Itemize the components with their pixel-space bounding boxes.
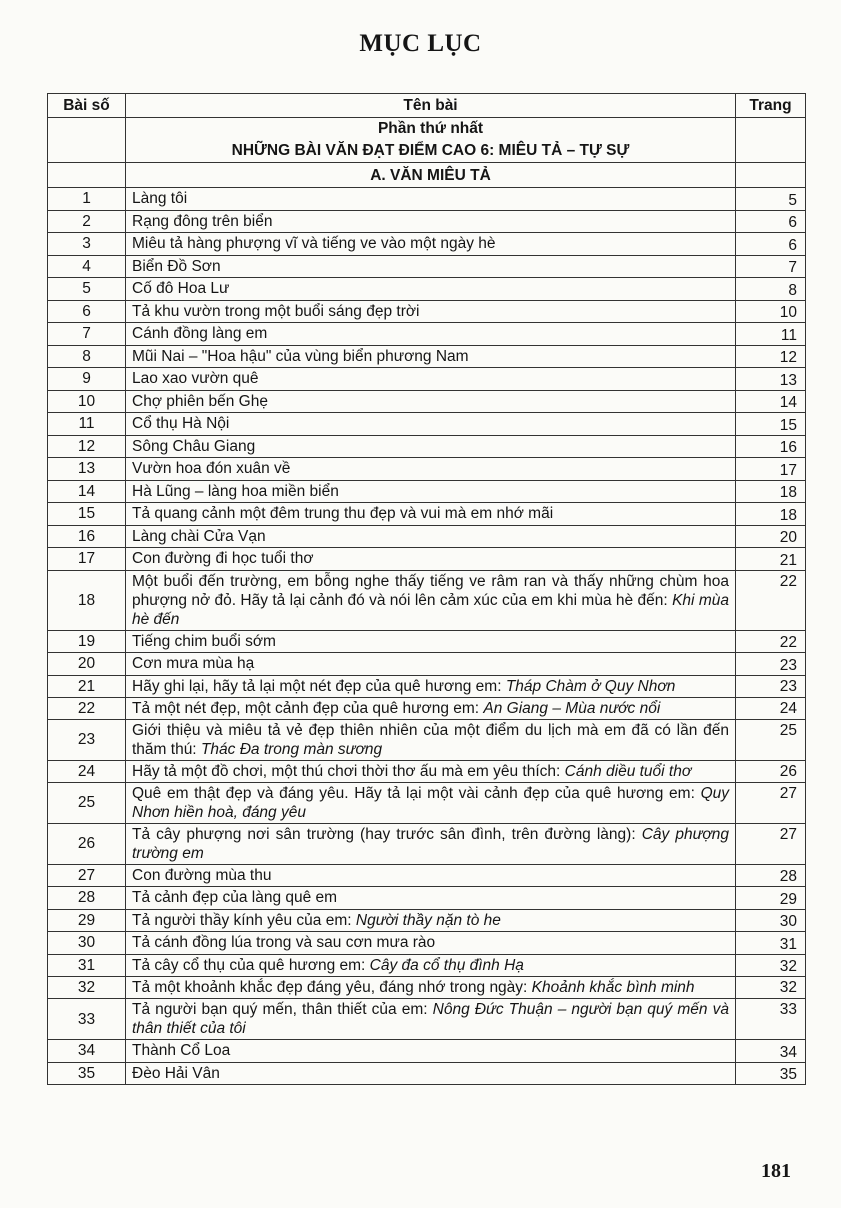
- row-title: [126, 1062, 736, 1085]
- section-row: [48, 163, 806, 188]
- row-title: [126, 368, 736, 391]
- row-title: [126, 345, 736, 368]
- table-row: [48, 864, 806, 887]
- row-title: [126, 323, 736, 346]
- row-number: 25: [48, 782, 126, 823]
- row-number: 12: [48, 435, 126, 458]
- table-row: [48, 823, 806, 864]
- row-title: [126, 458, 736, 481]
- row-number: 15: [48, 503, 126, 526]
- row-title-text: Làng tôi: [132, 190, 188, 208]
- table-row: [48, 503, 806, 526]
- row-number: 33: [48, 999, 126, 1040]
- table-row: [48, 760, 806, 782]
- row-title-text: Thành Cổ Loa: [132, 1042, 231, 1060]
- row-title: [126, 675, 736, 697]
- row-page: 16: [736, 435, 806, 458]
- row-page: 8: [736, 278, 806, 301]
- row-title-italic: An Giang – Mùa nước nổi: [483, 699, 661, 717]
- row-page: 28: [736, 864, 806, 887]
- table-row: [48, 390, 806, 413]
- table-row: [48, 954, 806, 977]
- row-number: 10: [48, 390, 126, 413]
- row-page: 25: [736, 719, 806, 760]
- table-row: [48, 1040, 806, 1063]
- row-title: [126, 278, 736, 301]
- row-number: 31: [48, 954, 126, 977]
- row-number: 4: [48, 255, 126, 278]
- header-row: [48, 94, 806, 118]
- row-number: 3: [48, 233, 126, 256]
- table-row: [48, 630, 806, 653]
- table-row: [48, 323, 806, 346]
- row-title-text: Hãy tả một đồ chơi, một thú chơi thời thơ ấu mà em yêu thích:: [132, 762, 565, 780]
- row-title: [126, 480, 736, 503]
- row-title: [126, 210, 736, 233]
- row-title: [126, 548, 736, 571]
- table-row: [48, 1062, 806, 1085]
- row-title-text: Sông Châu Giang: [132, 437, 256, 455]
- table-row: [48, 413, 806, 436]
- row-title-text: Làng chài Cửa Vạn: [132, 527, 266, 545]
- row-title: [126, 300, 736, 323]
- page-title: MỤC LỤC: [359, 30, 482, 57]
- table-row: [48, 458, 806, 481]
- section-title: A. VĂN MIÊU TẢ: [126, 163, 736, 188]
- row-title-text: Mũi Nai – "Hoa hậu" của vùng biển phương Nam: [132, 347, 469, 365]
- row-title-text: Hãy ghi lại, hãy tả lại một nét đẹp của quê hương em:: [132, 677, 506, 695]
- row-title-text: Chợ phiên bến Ghẹ: [132, 392, 268, 410]
- row-title: [126, 413, 736, 436]
- table-row: [48, 300, 806, 323]
- row-title: [126, 999, 736, 1040]
- row-title-text: Lao xao vườn quê: [132, 370, 259, 388]
- row-number: 30: [48, 932, 126, 955]
- table-row: [48, 548, 806, 571]
- row-title-italic: Khi mùa hè đến: [132, 591, 729, 628]
- row-page: 21: [736, 548, 806, 571]
- row-number: 7: [48, 323, 126, 346]
- row-number: 2: [48, 210, 126, 233]
- row-page: 12: [736, 345, 806, 368]
- row-title-text: Tả khu vườn trong một buổi sáng đẹp trời: [132, 302, 420, 320]
- row-title: [126, 823, 736, 864]
- table-row: [48, 675, 806, 697]
- page-number: 181: [761, 1160, 791, 1182]
- row-page: 23: [736, 675, 806, 697]
- row-number: 16: [48, 525, 126, 548]
- row-number: 27: [48, 864, 126, 887]
- row-title: [126, 887, 736, 910]
- row-page: 11: [736, 323, 806, 346]
- row-title-text: Tả người thầy kính yêu của em:: [132, 911, 356, 929]
- row-title-text: Tả cánh đồng lúa trong và sau cơn mưa rào: [132, 934, 436, 952]
- row-number: 22: [48, 697, 126, 719]
- row-title-text: Vườn hoa đón xuân về: [132, 460, 291, 478]
- row-title: [126, 697, 736, 719]
- table-row: [48, 435, 806, 458]
- row-title: [126, 782, 736, 823]
- row-title-text: Một buổi đến trường, em bỗng nghe thấy tiếng ve râm ran và thấy những chùm hoa phượng nở đỏ. Hãy tả lại cảnh đó và nói lên cảm xúc của em khi mùa hè đến:: [132, 572, 729, 609]
- row-title: [126, 570, 736, 630]
- table-row: [48, 480, 806, 503]
- row-number: 5: [48, 278, 126, 301]
- row-title-text: Tả một nét đẹp, một cảnh đẹp của quê hương em:: [132, 699, 484, 717]
- row-number: 32: [48, 977, 126, 999]
- row-title: [126, 188, 736, 211]
- header-page: Trang: [736, 94, 806, 118]
- row-page: 27: [736, 823, 806, 864]
- row-title: [126, 233, 736, 256]
- row-title-italic: Quy Nhơn hiền hoà, đáng yêu: [132, 784, 729, 821]
- row-page: 27: [736, 782, 806, 823]
- row-title-text: Con đường đi học tuổi thơ: [132, 550, 314, 568]
- row-title-text: Cổ thụ Hà Nội: [132, 415, 230, 433]
- row-page: 29: [736, 887, 806, 910]
- row-title: [126, 255, 736, 278]
- row-number: 6: [48, 300, 126, 323]
- row-number: 28: [48, 887, 126, 910]
- header-num: Bài số: [48, 94, 126, 118]
- row-title: [126, 864, 736, 887]
- row-title-text: Tả người bạn quý mến, thân thiết của em:: [132, 1001, 433, 1018]
- row-title: [126, 435, 736, 458]
- row-title-text: Cơn mưa mùa hạ: [132, 655, 255, 673]
- row-title-text: Tả quang cảnh một đêm trung thu đẹp và vui mà em nhớ mãi: [132, 505, 554, 523]
- row-page: 24: [736, 697, 806, 719]
- row-title-text: Tả cây phượng nơi sân trường (hay trước sân đình, trên đường làng):: [132, 825, 642, 843]
- row-title-text: Đèo Hải Vân: [132, 1064, 220, 1082]
- row-title: [126, 977, 736, 999]
- table-row: [48, 719, 806, 760]
- table-row: [48, 782, 806, 823]
- table-row: [48, 233, 806, 256]
- row-title-italic: Tháp Chàm ở Quy Nhơn: [505, 677, 676, 695]
- row-number: 17: [48, 548, 126, 571]
- row-page: 6: [736, 210, 806, 233]
- row-page: 5: [736, 188, 806, 211]
- row-title-italic: Cánh diều tuổi thơ: [564, 762, 692, 780]
- row-page: 22: [736, 570, 806, 630]
- row-title: [126, 909, 736, 932]
- row-title-text: Tả cảnh đẹp của làng quê em: [132, 889, 338, 907]
- part-label: Phần thứ nhất: [377, 120, 484, 137]
- row-title: [126, 390, 736, 413]
- table-row: [48, 188, 806, 211]
- table-row: [48, 345, 806, 368]
- row-page: 17: [736, 458, 806, 481]
- row-title-text: Miêu tả hàng phượng vĩ và tiếng ve vào một ngày hè: [132, 235, 496, 253]
- row-page: 22: [736, 630, 806, 653]
- row-number: 14: [48, 480, 126, 503]
- table-row: [48, 887, 806, 910]
- row-page: 6: [736, 233, 806, 256]
- table-row: [48, 932, 806, 955]
- row-title: [126, 932, 736, 955]
- row-title: [126, 630, 736, 653]
- row-page: 18: [736, 480, 806, 503]
- row-title-italic: Khoảnh khắc bình minh: [531, 979, 695, 996]
- table-row: [48, 999, 806, 1040]
- part-title: NHỮNG BÀI VĂN ĐẠT ĐIỂM CAO 6: MIÊU TẢ – TỰ SỰ: [231, 142, 630, 159]
- row-title-text: Con đường mùa thu: [132, 866, 272, 884]
- row-number: 11: [48, 413, 126, 436]
- row-title: [126, 719, 736, 760]
- row-page: 13: [736, 368, 806, 391]
- table-row: [48, 210, 806, 233]
- row-title-italic: Thác Đa trong màn sương: [200, 740, 383, 758]
- header-title: Tên bài: [126, 94, 736, 118]
- row-page: 14: [736, 390, 806, 413]
- table-row: [48, 697, 806, 719]
- row-title-text: Quê em thật đẹp và đáng yêu. Hãy tả lại một vài cảnh đẹp của quê hương em:: [132, 784, 701, 802]
- row-page: 35: [736, 1062, 806, 1085]
- row-number: 21: [48, 675, 126, 697]
- row-page: 23: [736, 653, 806, 676]
- row-page: 10: [736, 300, 806, 323]
- table-row: [48, 909, 806, 932]
- table-row: [48, 368, 806, 391]
- row-number: 26: [48, 823, 126, 864]
- table-row: [48, 525, 806, 548]
- row-number: 34: [48, 1040, 126, 1063]
- row-number: 9: [48, 368, 126, 391]
- row-page: 31: [736, 932, 806, 955]
- row-title-text: Tả cây cổ thụ của quê hương em:: [132, 956, 370, 974]
- row-number: 35: [48, 1062, 126, 1085]
- row-title: [126, 760, 736, 782]
- row-page: 18: [736, 503, 806, 526]
- row-number: 1: [48, 188, 126, 211]
- row-title-italic: Cây đa cổ thụ đình Hạ: [369, 956, 524, 974]
- table-row: [48, 977, 806, 999]
- row-number: 19: [48, 630, 126, 653]
- row-title-italic: Nông Đức Thuận – người bạn quý mến và thân thiết của tôi: [132, 1001, 729, 1037]
- row-page: 20: [736, 525, 806, 548]
- row-title: [126, 653, 736, 676]
- row-title-text: Cánh đồng làng em: [132, 325, 268, 343]
- row-title-text: Giới thiệu và miêu tả vẻ đẹp thiên nhiên của một điểm du lịch mà em đã có lần đến thăm thú:: [132, 721, 729, 758]
- row-number: 29: [48, 909, 126, 932]
- row-page: 34: [736, 1040, 806, 1063]
- table-row: [48, 255, 806, 278]
- row-title: [126, 1040, 736, 1063]
- row-page: 15: [736, 413, 806, 436]
- row-title-text: Rạng đông trên biển: [132, 212, 273, 230]
- row-title-text: Tả một khoảnh khắc đẹp đáng yêu, đáng nhớ trong ngày:: [132, 979, 532, 996]
- table-row: [48, 278, 806, 301]
- row-title: [126, 954, 736, 977]
- row-page: 33: [736, 999, 806, 1040]
- table-row: [48, 653, 806, 676]
- row-title: [126, 503, 736, 526]
- row-page: 32: [736, 954, 806, 977]
- row-title-text: Biển Đồ Sơn: [132, 257, 221, 275]
- row-title-text: Cố đô Hoa Lư: [132, 280, 230, 298]
- row-page: 30: [736, 909, 806, 932]
- row-title-italic: Cây phượng trường em: [132, 825, 729, 862]
- table-row: [48, 570, 806, 630]
- row-number: 20: [48, 653, 126, 676]
- row-title-text: Tiếng chim buổi sớm: [132, 632, 276, 650]
- row-title: [126, 525, 736, 548]
- row-title-italic: Người thầy nặn tò he: [355, 911, 501, 929]
- row-page: 7: [736, 255, 806, 278]
- row-number: 23: [48, 719, 126, 760]
- part-row: [48, 118, 806, 163]
- row-number: 18: [48, 570, 126, 630]
- row-page: 26: [736, 760, 806, 782]
- row-title-text: Hà Lũng – làng hoa miền biển: [132, 482, 339, 500]
- row-number: 13: [48, 458, 126, 481]
- row-number: 8: [48, 345, 126, 368]
- row-page: 32: [736, 977, 806, 999]
- row-number: 24: [48, 760, 126, 782]
- toc-table: [47, 93, 806, 1085]
